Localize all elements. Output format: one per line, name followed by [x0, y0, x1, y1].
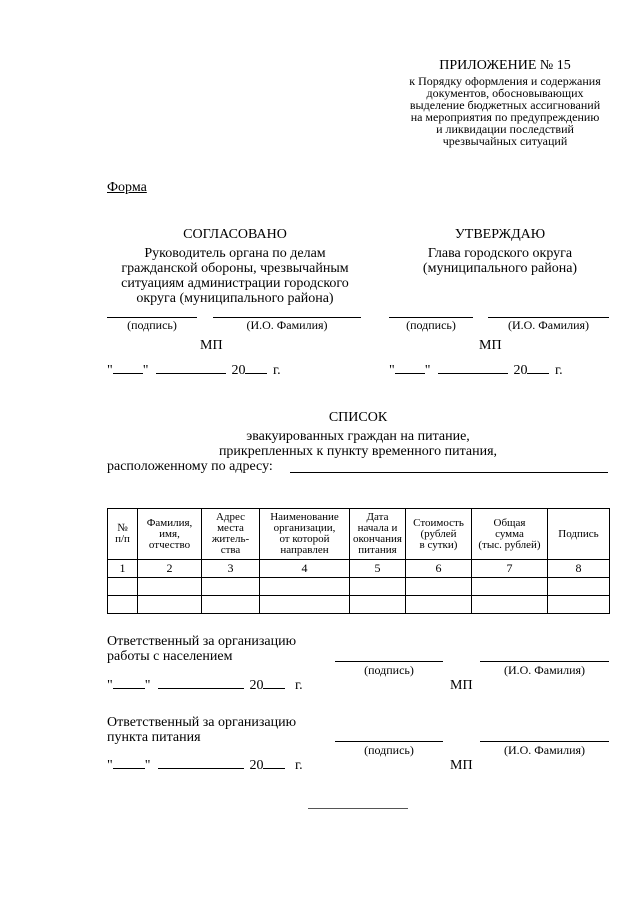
table-header-row: [108, 509, 610, 560]
table-cell: [260, 578, 350, 596]
table-cell: [406, 578, 472, 596]
table-cell: [260, 596, 350, 614]
food-signature-line: [335, 741, 443, 742]
header-organization: Наименование организации, от которой направлен: [260, 509, 350, 560]
appendix-subtitle: к Порядку оформления и содержания документов, обосновывающих выделение бюджетных ассигнований на мероприятия по предупреждению и ликвидации последствий чрезвычайных ситуаций: [409, 74, 601, 148]
col-number: 6: [406, 560, 472, 578]
table-cell: [202, 596, 260, 614]
address-line: [290, 472, 608, 473]
food-date: " " 20 г.: [107, 758, 303, 773]
food-name-label: (И.О. Фамилия): [503, 743, 586, 757]
left-date: " " 20 г.: [107, 363, 281, 378]
population-signature-line: [335, 661, 443, 662]
table-cell: [472, 596, 548, 614]
approved-right-heading: УТВЕРЖДАЮ: [454, 227, 546, 242]
table-row: [108, 596, 610, 614]
form-label: Форма: [107, 180, 147, 195]
table-cell: [350, 578, 406, 596]
table-row: [108, 578, 610, 596]
table-cell: [202, 578, 260, 596]
table-number-row: [108, 560, 610, 578]
table-cell: [138, 578, 202, 596]
approved-left-text: Руководитель органа по делам гражданской обороны, чрезвычайным ситуациям администрации городского округа (муниципального района): [121, 246, 349, 306]
evacuees-table: [107, 508, 610, 614]
table-cell: [108, 578, 138, 596]
list-subtitle: эвакуированных граждан на питание, прикрепленных к пункту временного питания,: [218, 429, 498, 459]
responsible-food-label: Ответственный за организацию пункта питания: [107, 715, 297, 745]
header-cost: Стоимость (рублей в сутки): [406, 509, 472, 560]
col-number: 7: [472, 560, 548, 578]
col-number: 3: [202, 560, 260, 578]
food-signature-label: (подпись): [364, 743, 414, 757]
list-title: СПИСОК: [328, 410, 388, 425]
table-cell: [406, 596, 472, 614]
header-address: Адрес места житель- ства: [202, 509, 260, 560]
population-signature-label: (подпись): [364, 663, 414, 677]
population-date: " " 20 г.: [107, 678, 303, 693]
table-cell: [350, 596, 406, 614]
table-cell: [138, 596, 202, 614]
responsible-population-label: Ответственный за организацию работы с населением: [107, 634, 297, 664]
header-number: № п/п: [108, 509, 138, 560]
header-total: Общая сумма (тыс. рублей): [472, 509, 548, 560]
table-cell: [548, 596, 610, 614]
food-name-line: [480, 741, 609, 742]
right-date: " " 20 г.: [389, 363, 563, 378]
appendix-title: ПРИЛОЖЕНИЕ № 15: [439, 58, 571, 73]
left-stamp: МП: [200, 338, 223, 353]
footer-divider: [308, 808, 408, 809]
table-cell: [548, 578, 610, 596]
population-name-line: [480, 661, 609, 662]
population-name-label: (И.О. Фамилия): [503, 663, 586, 677]
right-name-label: (И.О. Фамилия): [507, 318, 590, 332]
right-stamp: МП: [479, 338, 502, 353]
table-cell: [472, 578, 548, 596]
approved-right-text: Глава городского округа (муниципального района): [422, 246, 578, 276]
header-dates: Дата начала и окончания питания: [350, 509, 406, 560]
left-signature-label: (подпись): [127, 318, 177, 332]
address-label: расположенному по адресу:: [107, 459, 273, 474]
col-number: 5: [350, 560, 406, 578]
col-number: 8: [548, 560, 610, 578]
col-number: 2: [138, 560, 202, 578]
food-stamp: МП: [450, 758, 473, 773]
population-stamp: МП: [450, 678, 473, 693]
approved-left-heading: СОГЛАСОВАНО: [183, 227, 287, 242]
col-number: 4: [260, 560, 350, 578]
col-number: 1: [108, 560, 138, 578]
left-name-label: (И.О. Фамилия): [246, 318, 328, 332]
header-signature: Подпись: [548, 509, 610, 560]
table-cell: [108, 596, 138, 614]
right-signature-label: (подпись): [406, 318, 456, 332]
header-full-name: Фамилия, имя, отчество: [138, 509, 202, 560]
